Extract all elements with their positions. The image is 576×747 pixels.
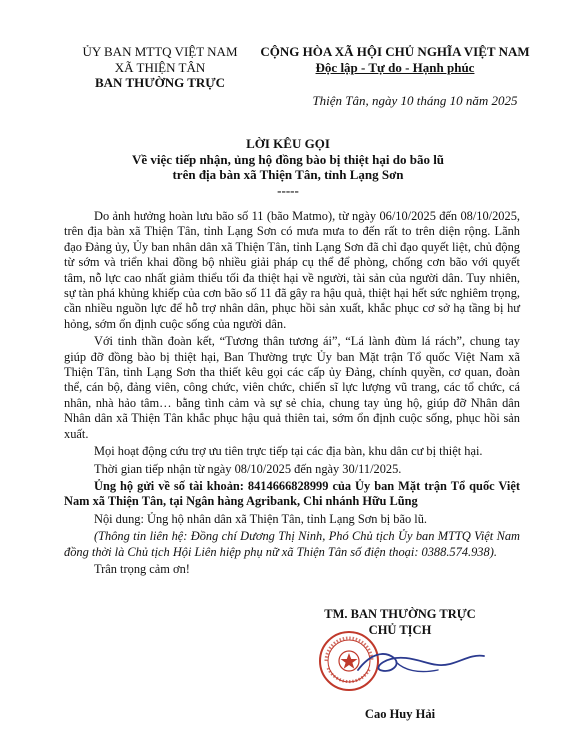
document-title <box>40 136 536 198</box>
paragraph-3: Mọi hoạt động cứu trợ ưu tiên trực tiếp tại các địa bàn, khu dân cư bị thiệt hại. <box>94 444 483 459</box>
title-subject-1: Về việc tiếp nhận, ủng hộ đồng bào bị thiệt hại do bão lũ <box>131 151 445 167</box>
paragraph-1: Do ảnh hưởng hoàn lưu bão số 11 (bão Matmo), từ ngày 06/10/2025 đến 08/10/2025, trên địa bàn xã Thiện Tân, tỉnh Lạng Sơn có mưa mưa to đến rất to trên diện rộng. Lãnh đạo Đảng ủy, Ủy ban nhân dân xã Thiện Tân, tỉnh Lạng Sơn đã chỉ đạo quyết liệt, chủ động từ sớm và triển khai đồng bộ nhiều giải pháp cụ thể để phòng, chống cơn bão với quyết tâm, nỗ lực cao nhất giảm thiểu tối đa thiệt hại về người, tài sản của người dân. Tuy nhiên, sự tàn phá khủng khiếp của cơn bão số 11 đã gây ra hậu quả, thiệt hại hết sức nghiêm trọng, cần nhiều nguồn lực để hỗ trợ nhân dân, phục hồi sản xuất, khắc phục cơ sở hạ tầng bị hư hỏng, sớm ổn định cuộc sống của người dân. <box>64 209 520 331</box>
authority-line-2: XÃ THIỆN TÂN <box>114 59 206 75</box>
paragraph-thanks: Trân trọng cảm ơn! <box>94 561 190 576</box>
national-header <box>250 44 540 75</box>
issuing-authority <box>62 44 258 91</box>
national-motto: Độc lập - Tự do - Hạnh phúc <box>315 59 475 75</box>
title-subject-2: trên địa bàn xã Thiện Tân, tỉnh Lạng Sơn <box>172 167 404 182</box>
paragraph-account: Ủng hộ gửi về số tài khoản: 8414666828999 của Ủy ban Mặt trận Tổ quốc Việt Nam xã Thiện Tân, tại Ngân hàng Agribank, Chi nhánh Hữu Lũng <box>64 478 520 509</box>
authority-line-1: ỦY BAN MTTQ VIỆT NAM <box>82 44 238 59</box>
document-body <box>64 209 520 577</box>
paragraph-content: Nội dung: Ủng hộ nhân dân xã Thiện Tân, tỉnh Lạng Sơn bị bão lũ. <box>94 511 428 526</box>
authority-line-3: BAN THƯỜNG TRỰC <box>94 75 225 90</box>
signature-role: CHỦ TỊCH <box>368 622 432 637</box>
title-main: LỜI KÊU GỌI <box>246 136 330 151</box>
handwritten-signature-icon <box>350 640 490 690</box>
paragraph-contact: (Thông tin liên hệ: Đồng chí Dương Thị Ninh, Phó Chủ tịch Ủy ban MTTQ Việt Nam đồng thời là Chủ tịch Hội Liên hiệp phụ nữ xã Thiện Tân số điện thoại: 0388.574.938). <box>64 529 520 559</box>
place-date: Thiện Tân, ngày 10 tháng 10 năm 2025 <box>312 93 518 108</box>
signer-name: Cao Huy Hải <box>364 707 436 721</box>
signature-org: TM. BAN THƯỜNG TRỰC <box>324 607 476 621</box>
country-name: CỘNG HÒA XÃ HỘI CHỦ NGHĨA VIỆT NAM <box>260 44 530 59</box>
title-separator: ----- <box>277 182 299 198</box>
paragraph-4: Thời gian tiếp nhận từ ngày 08/10/2025 đến ngày 30/11/2025. <box>94 461 402 476</box>
paragraph-2: Với tinh thần đoàn kết, “Tương thân tương ái”, “Lá lành đùm lá rách”, chung tay giúp đỡ đồng bào bị thiệt hại, Ban Thường trực Ủy ban Mặt trận Tổ quốc Việt Nam xã Thiện Tân, tỉnh Lạng Sơn tha thiết kêu gọi các cấp ủy Đảng, chính quyền, cơ quan, đoàn thể, cán bộ, đảng viên, công chức, viên chức, chiến sĩ lực lượng vũ trang, các tổ chức, cá nhân, nhà hảo tâm… bằng tình cảm và sự sẻ chia, chung tay ủng hộ, giúp đỡ Nhân dân Nhân dân xã Thiện Tân khắc phục hậu quả thiên tai, sớm ổn định cuộc sống, phục hồi sản xuất. <box>64 334 520 441</box>
